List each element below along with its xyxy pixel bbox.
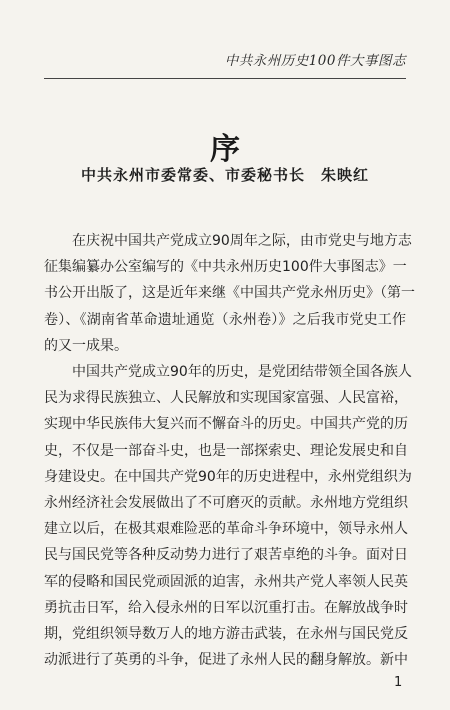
text-line: 征集编纂办公室编写的《中共永州历史100件大事图志》一 bbox=[44, 259, 407, 276]
text-line: 史，不仅是一部奋斗史，也是一部探索史、理论发展史和自 bbox=[44, 442, 408, 459]
page-number: 1 bbox=[394, 675, 403, 690]
text-line: 身建设史。在中国共产党90年的历史进程中，永州党组织为 bbox=[44, 468, 412, 485]
byline: 中共永州市委常委、市委秘书长 朱映红 bbox=[80, 166, 369, 184]
text-line: 军的侵略和国民党顽固派的迫害，永州共产党人率领人民英 bbox=[44, 573, 408, 590]
text-line: 民为求得民族独立、人民解放和实现国家富强、人民富裕， bbox=[44, 390, 408, 407]
text-line: 建立以后，在极其艰难险恶的革命斗争环境中，领导永州人 bbox=[44, 521, 408, 538]
body-text bbox=[44, 228, 415, 673]
text-line: 实现中华民族伟大复兴而不懈奋斗的历史。中国共产党的历 bbox=[44, 416, 408, 433]
section-title: 序 bbox=[210, 132, 240, 167]
text-line: 在庆祝中国共产党成立90周年之际，由市党史与地方志 bbox=[72, 233, 412, 249]
text-line: 期，党组织领导数万人的地方游击武装，在永州与国民党反 bbox=[44, 626, 408, 643]
running-header: 中共永州历史100件大事图志 bbox=[224, 53, 406, 69]
text-line: 动派进行了英勇的斗争，促进了永州人民的翻身解放。新中 bbox=[44, 652, 408, 669]
text-line: 民与国民党等各种反动势力进行了艰苦卓绝的斗争。面对日 bbox=[44, 547, 408, 564]
text-line: 勇抗击日军，给入侵永州的日军以沉重打击。在解放战争时 bbox=[44, 599, 408, 616]
paragraph bbox=[44, 359, 412, 673]
text-line: 卷）、《湖南省革命遗址通览（永州卷）》之后我市党史工作 bbox=[44, 311, 406, 328]
paragraph bbox=[44, 228, 415, 359]
text-line: 的又一成果。 bbox=[44, 337, 128, 354]
text-line: 书公开出版了，这是近年来继《中国共产党永州历史》（第一 bbox=[44, 285, 415, 302]
text-line: 中国共产党成立90年的历史，是党团结带领全国各族人 bbox=[72, 364, 412, 381]
header-rule bbox=[44, 78, 406, 79]
text-line: 永州经济社会发展做出了不可磨灭的贡献。永州地方党组织 bbox=[44, 495, 408, 512]
